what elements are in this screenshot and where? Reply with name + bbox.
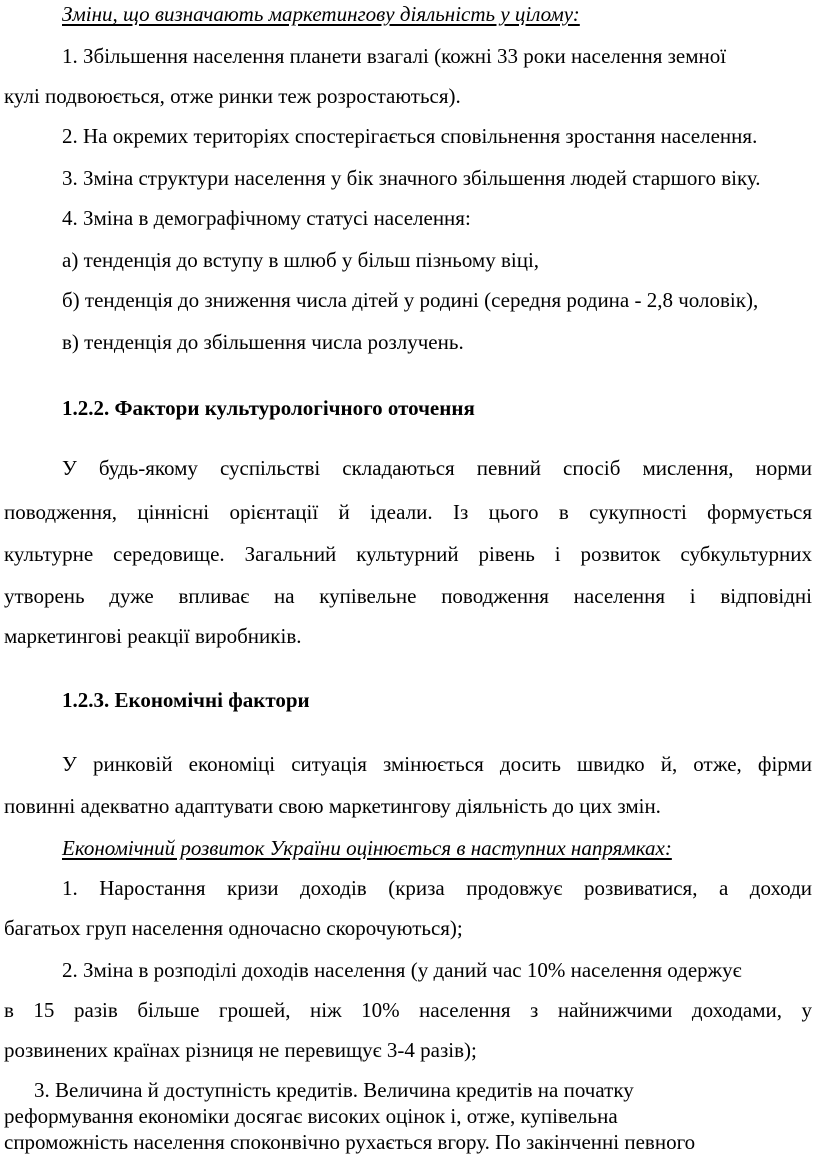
- list-item-1-line-2: кулі подвоюється, отже ринки теж розростаються).: [4, 84, 461, 108]
- list-item-2: 2. На окремих територіях спостерігається сповільнення зростання населення.: [62, 124, 758, 148]
- economic-item-3-line-1: 3. Величина й доступність кредитів. Величина кредитів на початку: [34, 1078, 634, 1102]
- paragraph-1-2-2-line-3: культурне середовище. Загальний культурний рівень і розвиток субкультурних: [4, 542, 812, 566]
- paragraph-1-2-2-line-5: маркетингові реакції виробників.: [4, 624, 302, 648]
- list-item-4: 4. Зміна в демографічному статусі населення:: [62, 206, 471, 230]
- paragraph-1-2-3-line-1: У ринковій економіці ситуація змінюється досить швидко й, отже, фірми: [62, 752, 812, 776]
- list-item-1-line-1: 1. Збільшення населення планети взагалі (кожні 33 роки населення земної: [62, 44, 727, 68]
- economic-item-1-line-2: багатьох груп населення одночасно скорочуються);: [4, 916, 463, 940]
- paragraph-1-2-2-line-4: утворень дуже впливає на купівельне поводження населення і відповідні: [4, 584, 812, 608]
- economic-item-3-line-3: спроможність населення споконвічно рухається вгору. По закінченні певного: [4, 1130, 696, 1154]
- paragraph-1-2-2-line-2: поводження, ціннісні орієнтації й ідеали. Із цього в сукупності формується: [4, 500, 812, 524]
- list-item-4b: б) тенденція до зниження числа дітей у родині (середня родина - 2,8 чоловік),: [62, 288, 759, 312]
- economic-development-heading: Економічний розвиток України оцінюється в наступних напрямках:: [62, 836, 672, 860]
- list-item-3: 3. Зміна структури населення у бік значного збільшення людей старшого віку.: [62, 166, 761, 190]
- section-heading-1-2-2: 1.2.2. Фактори культурологічного оточення: [62, 396, 475, 420]
- section-heading-1-2-3: 1.2.3. Економічні фактори: [62, 688, 310, 712]
- intro-heading: Зміни, що визначають маркетингову діяльність у цілому:: [62, 2, 580, 26]
- list-item-4c: в) тенденція до збільшення числа розлучень.: [62, 330, 464, 354]
- economic-item-2-line-3: розвинених країнах різниця не перевищує 3-4 разів);: [4, 1038, 477, 1062]
- paragraph-1-2-3-line-2: повинні адекватно адаптувати свою маркетингову діяльність до цих змін.: [4, 794, 661, 818]
- economic-item-2-line-1: 2. Зміна в розподілі доходів населення (у даний час 10% населення одержує: [62, 958, 742, 982]
- economic-item-2-line-2: в 15 разів більше грошей, ніж 10% населення з найнижчими доходами, у: [4, 998, 812, 1022]
- list-item-4a: а) тенденція до вступу в шлюб у більш пізньому віці,: [62, 248, 540, 272]
- economic-item-1-line-1: 1. Наростання кризи доходів (криза продовжує розвиватися, а доходи: [62, 876, 812, 900]
- paragraph-1-2-2-line-1: У будь-якому суспільстві складаються певний спосіб мислення, норми: [62, 456, 812, 480]
- economic-item-3-line-2: реформування економіки досягає високих оцінок і, отже, купівельна: [4, 1104, 618, 1128]
